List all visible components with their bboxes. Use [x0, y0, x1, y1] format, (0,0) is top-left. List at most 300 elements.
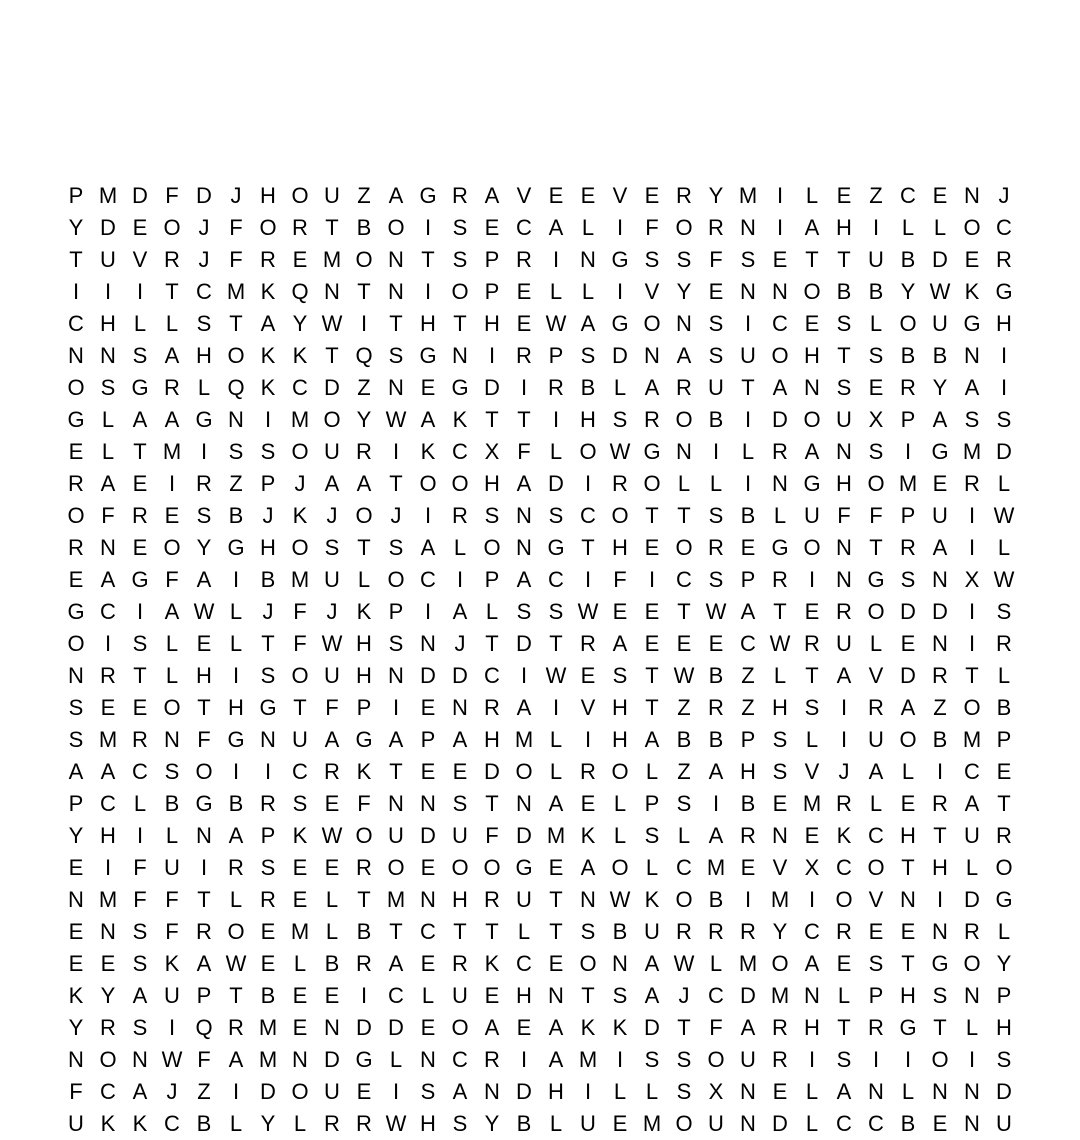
letter-cell[interactable]: I	[520, 375, 528, 400]
letter-cell[interactable]: L	[613, 791, 627, 816]
letter-cell[interactable]: I	[264, 759, 272, 784]
letter-cell[interactable]: T	[965, 663, 979, 688]
letter-cell[interactable]: T	[133, 663, 147, 688]
letter-cell[interactable]: F	[165, 887, 179, 912]
letter-cell[interactable]: M	[962, 439, 982, 464]
letter-cell[interactable]: R	[996, 631, 1012, 656]
letter-cell[interactable]: Z	[677, 759, 691, 784]
letter-cell[interactable]: O	[963, 695, 981, 720]
letter-cell[interactable]: R	[292, 215, 308, 240]
letter-cell[interactable]: C	[164, 1111, 180, 1136]
letter-cell[interactable]: B	[708, 663, 724, 688]
letter-cell[interactable]: N	[452, 695, 468, 720]
letter-cell[interactable]: S	[132, 1015, 148, 1040]
letter-cell[interactable]: I	[776, 183, 784, 208]
letter-cell[interactable]: Z	[357, 375, 371, 400]
letter-cell[interactable]: A	[100, 567, 116, 592]
letter-cell[interactable]: V	[772, 855, 788, 880]
letter-cell[interactable]: A	[708, 759, 724, 784]
letter-cell[interactable]: C	[420, 919, 436, 944]
letter-cell[interactable]: H	[484, 727, 500, 752]
letter-cell[interactable]: P	[644, 791, 660, 816]
letter-cell[interactable]: U	[836, 407, 852, 432]
letter-cell[interactable]: B	[932, 727, 948, 752]
letter-cell[interactable]: P	[388, 599, 404, 624]
letter-cell[interactable]: S	[644, 1047, 660, 1072]
letter-cell[interactable]: N	[740, 1079, 756, 1104]
letter-cell[interactable]: C	[100, 599, 116, 624]
letter-cell[interactable]: B	[228, 503, 244, 528]
letter-cell[interactable]: D	[644, 1015, 660, 1040]
letter-cell[interactable]: W	[385, 407, 407, 432]
letter-cell[interactable]: B	[932, 343, 948, 368]
letter-cell[interactable]: I	[968, 1047, 976, 1072]
letter-cell[interactable]: F	[709, 247, 723, 272]
letter-cell[interactable]: C	[484, 663, 500, 688]
letter-cell[interactable]: M	[226, 279, 246, 304]
letter-cell[interactable]: Y	[932, 375, 948, 400]
letter-cell[interactable]: O	[67, 503, 85, 528]
letter-cell[interactable]: R	[644, 407, 660, 432]
letter-cell[interactable]: N	[964, 343, 980, 368]
letter-cell[interactable]: C	[996, 215, 1012, 240]
letter-cell[interactable]: E	[804, 311, 820, 336]
letter-cell[interactable]: E	[708, 631, 724, 656]
letter-cell[interactable]: H	[804, 1015, 820, 1040]
letter-cell[interactable]: O	[899, 727, 917, 752]
letter-cell[interactable]: I	[1000, 343, 1008, 368]
letter-cell[interactable]: G	[547, 535, 565, 560]
letter-cell[interactable]: T	[645, 695, 659, 720]
letter-cell[interactable]: S	[612, 663, 628, 688]
letter-cell[interactable]: Z	[741, 663, 755, 688]
letter-cell[interactable]: F	[293, 631, 307, 656]
letter-cell[interactable]: L	[165, 663, 179, 688]
letter-cell[interactable]: W	[385, 1111, 407, 1136]
letter-cell[interactable]: G	[963, 311, 981, 336]
letter-cell[interactable]: A	[740, 599, 756, 624]
letter-cell[interactable]: L	[773, 503, 787, 528]
letter-cell[interactable]: E	[548, 951, 564, 976]
letter-cell[interactable]: R	[964, 919, 980, 944]
letter-cell[interactable]: G	[771, 535, 789, 560]
letter-cell[interactable]: W	[673, 663, 695, 688]
letter-cell[interactable]: C	[868, 1111, 884, 1136]
letter-cell[interactable]: S	[708, 503, 724, 528]
letter-cell[interactable]: I	[584, 1079, 592, 1104]
letter-cell[interactable]: E	[484, 215, 500, 240]
letter-cell[interactable]: M	[770, 983, 790, 1008]
letter-cell[interactable]: C	[516, 215, 532, 240]
letter-cell[interactable]: O	[227, 919, 245, 944]
letter-cell[interactable]: A	[452, 727, 468, 752]
letter-cell[interactable]: V	[644, 279, 660, 304]
letter-cell[interactable]: S	[580, 919, 596, 944]
letter-cell[interactable]: A	[932, 407, 948, 432]
letter-cell[interactable]: D	[132, 183, 148, 208]
letter-cell[interactable]: N	[260, 727, 276, 752]
letter-cell[interactable]: N	[68, 663, 84, 688]
letter-cell[interactable]: A	[676, 343, 692, 368]
letter-cell[interactable]: N	[420, 1047, 436, 1072]
letter-cell[interactable]: L	[421, 983, 435, 1008]
letter-cell[interactable]: P	[356, 695, 372, 720]
letter-cell[interactable]: L	[805, 1079, 819, 1104]
letter-cell[interactable]: O	[803, 407, 821, 432]
letter-cell[interactable]: O	[963, 951, 981, 976]
letter-cell[interactable]: R	[836, 791, 852, 816]
letter-cell[interactable]: G	[67, 599, 85, 624]
letter-cell[interactable]: L	[613, 375, 627, 400]
letter-cell[interactable]: E	[900, 919, 916, 944]
letter-cell[interactable]: J	[294, 471, 306, 496]
letter-cell[interactable]: S	[612, 983, 628, 1008]
letter-cell[interactable]: S	[868, 951, 884, 976]
letter-cell[interactable]: I	[552, 695, 560, 720]
letter-cell[interactable]: I	[904, 1047, 912, 1072]
letter-cell[interactable]: O	[771, 343, 789, 368]
letter-cell[interactable]: L	[997, 663, 1011, 688]
letter-cell[interactable]: O	[931, 1047, 949, 1072]
letter-cell[interactable]: C	[740, 631, 756, 656]
letter-cell[interactable]: S	[868, 343, 884, 368]
letter-cell[interactable]: C	[100, 791, 116, 816]
letter-cell[interactable]: O	[643, 471, 661, 496]
letter-cell[interactable]: L	[293, 951, 307, 976]
letter-cell[interactable]: N	[740, 279, 756, 304]
letter-cell[interactable]: R	[452, 503, 468, 528]
letter-cell[interactable]: B	[996, 695, 1012, 720]
letter-cell[interactable]: O	[163, 695, 181, 720]
letter-cell[interactable]: S	[708, 567, 724, 592]
letter-cell[interactable]: F	[869, 503, 883, 528]
letter-cell[interactable]: G	[355, 1047, 373, 1072]
letter-cell[interactable]: R	[516, 247, 532, 272]
letter-cell[interactable]: S	[996, 599, 1012, 624]
letter-cell[interactable]: S	[132, 343, 148, 368]
letter-cell[interactable]: C	[196, 279, 212, 304]
letter-cell[interactable]: E	[932, 471, 948, 496]
letter-cell[interactable]: R	[932, 791, 948, 816]
letter-cell[interactable]: A	[548, 215, 564, 240]
letter-cell[interactable]: C	[836, 1111, 852, 1136]
letter-cell[interactable]: E	[292, 983, 308, 1008]
letter-cell[interactable]: D	[932, 247, 948, 272]
letter-cell[interactable]: I	[808, 887, 816, 912]
letter-cell[interactable]: S	[548, 599, 564, 624]
letter-cell[interactable]: T	[261, 631, 275, 656]
letter-cell[interactable]: R	[580, 631, 596, 656]
letter-cell[interactable]: H	[516, 983, 532, 1008]
letter-cell[interactable]: T	[645, 663, 659, 688]
letter-cell[interactable]: D	[452, 663, 468, 688]
letter-cell[interactable]: P	[740, 567, 756, 592]
letter-cell[interactable]: O	[355, 503, 373, 528]
letter-cell[interactable]: A	[132, 983, 148, 1008]
letter-cell[interactable]: R	[260, 791, 276, 816]
letter-cell[interactable]: K	[580, 1015, 596, 1040]
letter-cell[interactable]: T	[997, 791, 1011, 816]
letter-cell[interactable]: W	[545, 663, 567, 688]
letter-cell[interactable]: E	[292, 855, 308, 880]
letter-cell[interactable]: E	[68, 919, 84, 944]
letter-cell[interactable]: V	[612, 183, 628, 208]
letter-cell[interactable]: K	[580, 823, 596, 848]
letter-cell[interactable]: L	[901, 1079, 915, 1104]
letter-cell[interactable]: T	[677, 1015, 691, 1040]
letter-cell[interactable]: S	[836, 375, 852, 400]
letter-cell[interactable]: M	[898, 471, 918, 496]
letter-cell[interactable]: L	[389, 1047, 403, 1072]
letter-cell[interactable]: U	[740, 1047, 756, 1072]
letter-cell[interactable]: E	[132, 471, 148, 496]
letter-cell[interactable]: Y	[676, 279, 692, 304]
letter-cell[interactable]: H	[996, 311, 1012, 336]
letter-cell[interactable]: E	[196, 631, 212, 656]
letter-cell[interactable]: I	[104, 279, 112, 304]
letter-cell[interactable]: N	[68, 343, 84, 368]
letter-cell[interactable]: A	[164, 407, 180, 432]
letter-cell[interactable]: W	[193, 599, 215, 624]
letter-cell[interactable]: K	[644, 887, 660, 912]
letter-cell[interactable]: V	[132, 247, 148, 272]
letter-cell[interactable]: U	[804, 503, 820, 528]
letter-cell[interactable]: H	[836, 215, 852, 240]
letter-cell[interactable]: O	[611, 503, 629, 528]
letter-cell[interactable]: K	[292, 823, 308, 848]
letter-cell[interactable]: J	[230, 183, 242, 208]
letter-cell[interactable]: I	[392, 439, 400, 464]
letter-cell[interactable]: Z	[677, 695, 691, 720]
letter-cell[interactable]: S	[196, 503, 212, 528]
letter-cell[interactable]: L	[805, 727, 819, 752]
letter-cell[interactable]: L	[997, 471, 1011, 496]
letter-cell[interactable]: I	[808, 567, 816, 592]
letter-cell[interactable]: O	[387, 567, 405, 592]
letter-cell[interactable]: N	[100, 919, 116, 944]
letter-cell[interactable]: F	[293, 599, 307, 624]
letter-cell[interactable]: I	[776, 215, 784, 240]
letter-cell[interactable]: X	[708, 1079, 724, 1104]
letter-cell[interactable]: P	[196, 983, 212, 1008]
letter-cell[interactable]: S	[388, 343, 404, 368]
letter-cell[interactable]: E	[708, 279, 724, 304]
letter-cell[interactable]: C	[580, 503, 596, 528]
letter-cell[interactable]: L	[453, 535, 467, 560]
letter-cell[interactable]: N	[388, 375, 404, 400]
letter-cell[interactable]: W	[929, 279, 951, 304]
letter-cell[interactable]: I	[936, 759, 944, 784]
letter-cell[interactable]: E	[900, 791, 916, 816]
letter-cell[interactable]: L	[517, 919, 531, 944]
letter-cell[interactable]: E	[548, 183, 564, 208]
letter-cell[interactable]: A	[580, 311, 596, 336]
letter-cell[interactable]: C	[452, 1047, 468, 1072]
letter-cell[interactable]: E	[644, 535, 660, 560]
letter-cell[interactable]: R	[868, 1015, 884, 1040]
letter-cell[interactable]: G	[227, 535, 245, 560]
letter-cell[interactable]: T	[485, 791, 499, 816]
letter-cell[interactable]: I	[72, 279, 80, 304]
letter-cell[interactable]: I	[552, 247, 560, 272]
letter-cell[interactable]: W	[609, 887, 631, 912]
letter-cell[interactable]: E	[996, 759, 1012, 784]
letter-cell[interactable]: S	[388, 535, 404, 560]
letter-cell[interactable]: N	[772, 823, 788, 848]
letter-cell[interactable]: R	[100, 1015, 116, 1040]
letter-cell[interactable]: B	[580, 375, 596, 400]
letter-cell[interactable]: O	[451, 471, 469, 496]
letter-cell[interactable]: O	[387, 215, 405, 240]
letter-cell[interactable]: I	[232, 1079, 240, 1104]
letter-cell[interactable]: L	[645, 855, 659, 880]
letter-cell[interactable]: A	[804, 439, 820, 464]
letter-cell[interactable]: W	[161, 1047, 183, 1072]
letter-cell[interactable]: I	[360, 311, 368, 336]
letter-cell[interactable]: J	[166, 1079, 178, 1104]
letter-cell[interactable]: S	[804, 695, 820, 720]
letter-cell[interactable]: V	[868, 887, 884, 912]
letter-cell[interactable]: T	[869, 535, 883, 560]
letter-cell[interactable]: T	[229, 311, 243, 336]
letter-cell[interactable]: Z	[229, 471, 243, 496]
letter-cell[interactable]: E	[420, 855, 436, 880]
letter-cell[interactable]: S	[132, 631, 148, 656]
letter-cell[interactable]: S	[676, 1079, 692, 1104]
letter-cell[interactable]: E	[260, 919, 276, 944]
letter-cell[interactable]: F	[197, 727, 211, 752]
letter-cell[interactable]: L	[805, 183, 819, 208]
letter-cell[interactable]: E	[68, 567, 84, 592]
letter-cell[interactable]: F	[645, 215, 659, 240]
letter-cell[interactable]: Y	[68, 215, 84, 240]
letter-cell[interactable]: N	[324, 279, 340, 304]
letter-cell[interactable]: R	[836, 599, 852, 624]
letter-cell[interactable]: I	[520, 663, 528, 688]
letter-cell[interactable]: O	[675, 887, 693, 912]
letter-cell[interactable]: N	[580, 247, 596, 272]
letter-cell[interactable]: F	[517, 439, 531, 464]
letter-cell[interactable]: D	[420, 823, 436, 848]
letter-cell[interactable]: U	[388, 823, 404, 848]
letter-cell[interactable]: N	[900, 887, 916, 912]
letter-cell[interactable]: L	[677, 823, 691, 848]
letter-cell[interactable]: E	[772, 791, 788, 816]
letter-cell[interactable]: Z	[197, 1079, 211, 1104]
letter-cell[interactable]: M	[290, 567, 310, 592]
letter-cell[interactable]: H	[196, 663, 212, 688]
letter-cell[interactable]: N	[132, 1047, 148, 1072]
letter-cell[interactable]: R	[996, 823, 1012, 848]
letter-cell[interactable]: N	[420, 631, 436, 656]
letter-cell[interactable]: T	[517, 407, 531, 432]
letter-cell[interactable]: S	[132, 919, 148, 944]
letter-cell[interactable]: N	[388, 247, 404, 272]
letter-cell[interactable]: D	[356, 1015, 372, 1040]
letter-cell[interactable]: O	[355, 247, 373, 272]
letter-cell[interactable]: H	[420, 311, 436, 336]
letter-cell[interactable]: W	[705, 599, 727, 624]
letter-cell[interactable]: C	[772, 311, 788, 336]
letter-cell[interactable]: N	[516, 503, 532, 528]
letter-cell[interactable]: R	[100, 663, 116, 688]
letter-cell[interactable]: R	[228, 1015, 244, 1040]
letter-cell[interactable]: A	[644, 951, 660, 976]
letter-cell[interactable]: O	[867, 855, 885, 880]
letter-cell[interactable]: I	[392, 695, 400, 720]
letter-cell[interactable]: S	[100, 375, 116, 400]
letter-cell[interactable]: P	[900, 407, 916, 432]
letter-cell[interactable]: O	[67, 631, 85, 656]
letter-cell[interactable]: E	[100, 695, 116, 720]
letter-cell[interactable]: R	[324, 1111, 340, 1136]
letter-cell[interactable]: N	[516, 535, 532, 560]
letter-cell[interactable]: O	[355, 823, 373, 848]
letter-cell[interactable]: U	[932, 503, 948, 528]
letter-cell[interactable]: R	[580, 759, 596, 784]
letter-cell[interactable]: M	[706, 855, 726, 880]
letter-cell[interactable]: E	[452, 759, 468, 784]
letter-cell[interactable]: N	[836, 439, 852, 464]
letter-cell[interactable]: H	[900, 983, 916, 1008]
letter-cell[interactable]: A	[868, 759, 884, 784]
letter-cell[interactable]: L	[101, 407, 115, 432]
letter-cell[interactable]: J	[838, 759, 850, 784]
letter-cell[interactable]: L	[901, 215, 915, 240]
letter-cell[interactable]: O	[867, 599, 885, 624]
letter-cell[interactable]: S	[292, 791, 308, 816]
letter-cell[interactable]: U	[292, 727, 308, 752]
letter-cell[interactable]: B	[196, 1111, 212, 1136]
letter-cell[interactable]: J	[262, 503, 274, 528]
letter-cell[interactable]: N	[676, 439, 692, 464]
letter-cell[interactable]: U	[868, 247, 884, 272]
letter-cell[interactable]: M	[258, 1047, 278, 1072]
letter-cell[interactable]: L	[933, 215, 947, 240]
letter-cell[interactable]: O	[291, 439, 309, 464]
letter-cell[interactable]: N	[868, 1079, 884, 1104]
letter-cell[interactable]: K	[292, 343, 308, 368]
letter-cell[interactable]: A	[964, 791, 980, 816]
letter-cell[interactable]: S	[260, 663, 276, 688]
letter-cell[interactable]: N	[324, 1015, 340, 1040]
letter-cell[interactable]: I	[136, 823, 144, 848]
letter-cell[interactable]: B	[708, 407, 724, 432]
letter-cell[interactable]: X	[484, 439, 500, 464]
letter-cell[interactable]: W	[321, 631, 343, 656]
letter-cell[interactable]: H	[196, 343, 212, 368]
letter-cell[interactable]: S	[452, 215, 468, 240]
letter-cell[interactable]: J	[678, 983, 690, 1008]
letter-cell[interactable]: U	[324, 663, 340, 688]
letter-cell[interactable]: C	[516, 951, 532, 976]
letter-cell[interactable]: T	[389, 471, 403, 496]
letter-cell[interactable]: V	[804, 759, 820, 784]
letter-cell[interactable]: E	[292, 247, 308, 272]
letter-cell[interactable]: K	[100, 1111, 116, 1136]
letter-cell[interactable]: S	[836, 1047, 852, 1072]
letter-cell[interactable]: U	[164, 855, 180, 880]
letter-cell[interactable]: F	[69, 1079, 83, 1104]
letter-cell[interactable]: L	[613, 1079, 627, 1104]
letter-cell[interactable]: T	[581, 983, 595, 1008]
letter-cell[interactable]: O	[515, 759, 533, 784]
letter-cell[interactable]: S	[676, 247, 692, 272]
letter-cell[interactable]: I	[392, 1079, 400, 1104]
letter-cell[interactable]: T	[677, 503, 691, 528]
letter-cell[interactable]: O	[771, 951, 789, 976]
letter-cell[interactable]: M	[642, 1111, 662, 1136]
